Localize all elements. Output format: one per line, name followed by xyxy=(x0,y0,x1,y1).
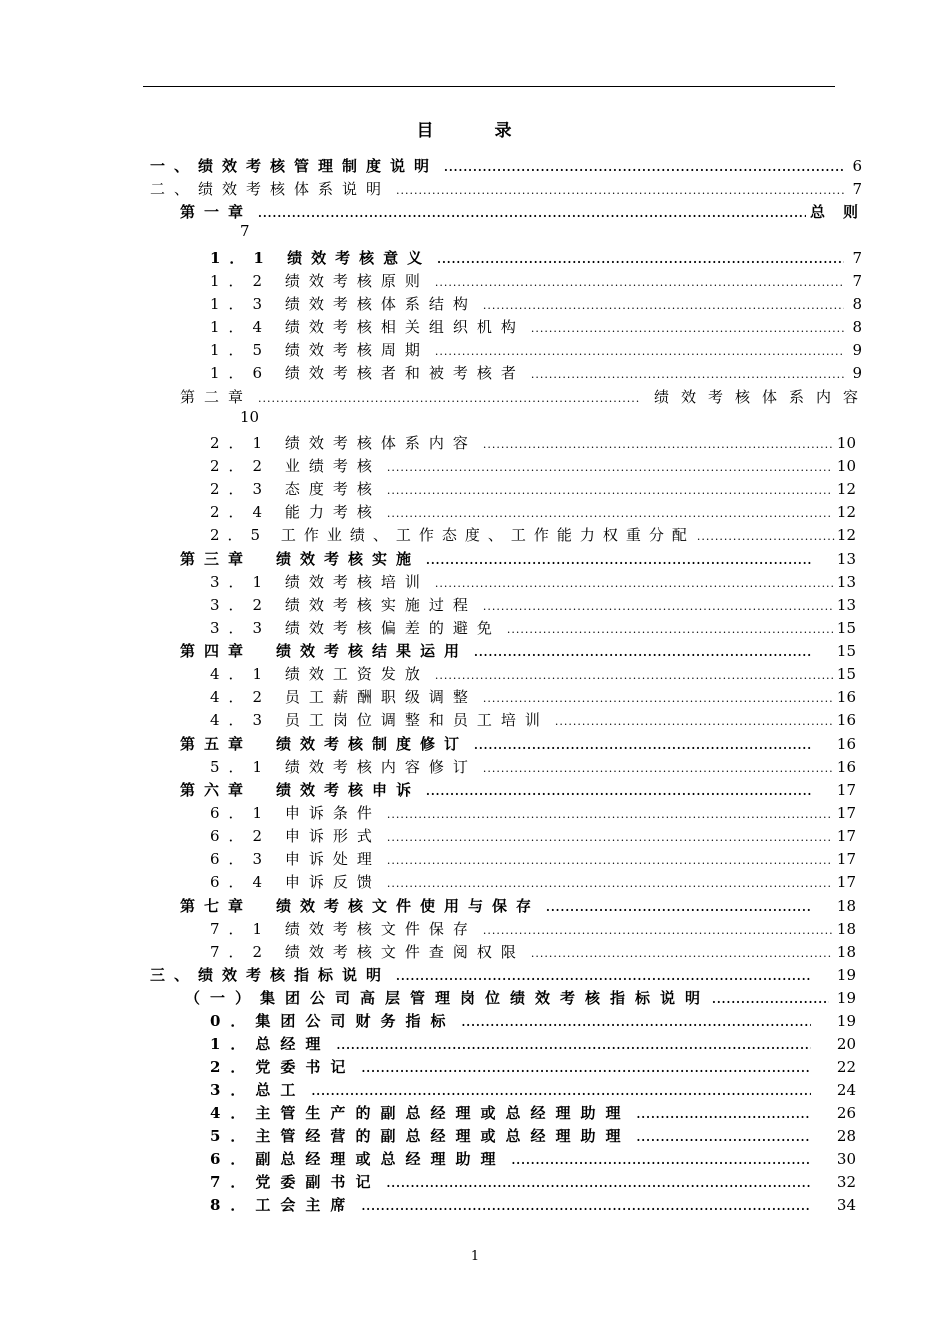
toc-entry-page: 17 xyxy=(836,850,856,868)
toc-entry-label: 3．3 绩效考核偏差的避免 xyxy=(210,619,501,637)
toc-leader xyxy=(636,1108,810,1121)
toc-entry[interactable] xyxy=(210,686,856,706)
toc-leader xyxy=(555,715,833,728)
toc-entry[interactable] xyxy=(210,1010,856,1030)
toc-entry[interactable] xyxy=(180,201,876,221)
toc-entry[interactable] xyxy=(210,339,862,359)
toc-entry[interactable] xyxy=(180,895,856,915)
toc-entry[interactable] xyxy=(210,1079,856,1099)
toc-entry-page: 17 xyxy=(836,804,856,822)
toc-entry[interactable] xyxy=(210,432,856,452)
toc-entry-page: 15 xyxy=(836,642,856,660)
toc-entry[interactable] xyxy=(210,802,856,822)
toc-leader xyxy=(387,831,833,844)
toc-entry-label: 6．3 申诉处理 xyxy=(210,850,381,868)
toc-entry-page: 12 xyxy=(836,503,856,521)
toc-entry-page: 20 xyxy=(836,1035,856,1053)
toc-leader xyxy=(435,345,844,358)
toc-leader xyxy=(361,1062,810,1075)
toc-entry-label: 第六章 绩效考核申诉 xyxy=(180,781,421,799)
toc-leader xyxy=(387,808,833,821)
toc-entry[interactable] xyxy=(210,1171,856,1191)
toc-entry-label: 1．6 绩效考核者和被考核者 xyxy=(210,364,525,382)
toc-entry-label: 第三章 绩效考核实施 xyxy=(180,550,421,568)
toc-entry-page: 19 xyxy=(836,989,856,1007)
toc-leader xyxy=(511,1154,810,1167)
toc-entry-page: 18 xyxy=(836,897,856,915)
toc-entry-page: 18 xyxy=(836,920,856,938)
toc-entry[interactable] xyxy=(150,178,862,198)
toc-entry-page: 8 xyxy=(852,318,862,336)
toc-entry-page: 15 xyxy=(836,619,856,637)
toc-entry-page: 19 xyxy=(836,966,856,984)
toc-entry[interactable] xyxy=(210,941,856,961)
toc-entry-page: 13 xyxy=(836,573,856,591)
toc-entry[interactable] xyxy=(150,155,862,175)
toc-entry[interactable] xyxy=(180,548,856,568)
toc-entry-label: 2．5 工作业绩、工作态度、工作能力权重分配 xyxy=(210,526,695,544)
toc-entry-page: 10 xyxy=(836,434,856,452)
toc-entry-page: 28 xyxy=(836,1127,856,1145)
toc-entry[interactable] xyxy=(210,617,856,637)
toc-leader xyxy=(483,762,833,775)
toc-entry-page: 26 xyxy=(836,1104,856,1122)
toc-entry[interactable] xyxy=(210,871,856,891)
toc-entry-label: 7．2 绩效考核文件查阅权限 xyxy=(210,943,525,961)
toc-entry-page: 12 xyxy=(836,526,856,544)
toc-entry-label: 第五章 绩效考核制度修订 xyxy=(180,735,469,753)
toc-leader xyxy=(435,669,833,682)
toc-entry-title: 绩效考核体系内容 xyxy=(653,388,870,406)
toc-leader xyxy=(474,739,811,752)
toc-leader xyxy=(387,854,833,867)
toc-leader xyxy=(483,600,833,613)
toc-leader xyxy=(507,623,833,636)
toc-entry[interactable] xyxy=(150,964,856,984)
toc-entry-page: 9 xyxy=(852,364,862,382)
toc-entry-page: 7 xyxy=(852,249,862,267)
toc-entry[interactable] xyxy=(210,293,862,313)
toc-leader xyxy=(387,484,833,497)
toc-entry[interactable] xyxy=(210,918,856,938)
toc-entry-page: 12 xyxy=(836,480,856,498)
toc-entry-page: 16 xyxy=(836,758,856,776)
toc-entry-label: 3．2 绩效考核实施过程 xyxy=(210,596,477,614)
toc-leader xyxy=(437,253,844,266)
toc-entry-page: 22 xyxy=(836,1058,856,1076)
toc-leader xyxy=(311,1085,810,1098)
toc-leader xyxy=(426,554,811,567)
toc-entry-page: 17 xyxy=(836,873,856,891)
toc-entry-label: 第二章 xyxy=(180,388,253,406)
toc-entry-page: 13 xyxy=(836,550,856,568)
toc-entry-label: 7．1 绩效考核文件保存 xyxy=(210,920,477,938)
toc-leader xyxy=(636,1131,810,1144)
toc-entry[interactable] xyxy=(210,316,862,336)
toc-entry-label: 7．党委副书记 xyxy=(210,1173,381,1191)
toc-entry-page: 7 xyxy=(240,222,250,240)
toc-entry[interactable] xyxy=(180,733,856,753)
toc-entry-page: 10 xyxy=(240,408,260,426)
toc-entry-title: 总则 xyxy=(809,203,876,221)
toc-entry[interactable] xyxy=(210,247,862,267)
toc-entry-page: 15 xyxy=(836,665,856,683)
toc-entry[interactable] xyxy=(210,1194,856,1214)
toc-entry[interactable] xyxy=(180,640,856,660)
toc-entry-page: 34 xyxy=(836,1196,856,1214)
toc-entry-label: 4．主管生产的副总经理或总经理助理 xyxy=(210,1104,631,1122)
toc-entry[interactable] xyxy=(180,779,856,799)
toc-leader xyxy=(426,785,811,798)
toc-leader xyxy=(531,368,844,381)
toc-entry-label: 第四章 绩效考核结果运用 xyxy=(180,642,469,660)
toc-leader xyxy=(546,901,811,914)
toc-entry-label: 5．1 绩效考核内容修订 xyxy=(210,758,477,776)
toc-entry-label: 3．总工 xyxy=(210,1081,306,1099)
toc-leader xyxy=(531,947,833,960)
toc-leader xyxy=(435,276,844,289)
toc-entry[interactable] xyxy=(210,756,856,776)
toc-entry[interactable] xyxy=(210,455,856,475)
toc-entry-label: 1．3 绩效考核体系结构 xyxy=(210,295,477,313)
page-number: 1 xyxy=(470,1249,480,1264)
toc-entry-label: 1．4 绩效考核相关组织机构 xyxy=(210,318,525,336)
toc-entry-page: 24 xyxy=(836,1081,856,1099)
toc-entry-label: 1．5 绩效考核周期 xyxy=(210,341,429,359)
page-title: 目 录 xyxy=(416,121,534,141)
toc-entry[interactable] xyxy=(210,362,862,382)
toc-leader xyxy=(396,970,811,983)
toc-entry-page: 9 xyxy=(852,341,862,359)
toc-entry-label: 2．1 绩效考核体系内容 xyxy=(210,434,477,452)
toc-entry-label: 4．3 员工岗位调整和员工培训 xyxy=(210,711,549,729)
toc-entry-label: 二、绩效考核体系说明 xyxy=(150,180,391,198)
toc-entry-label: 6．1 申诉条件 xyxy=(210,804,381,822)
toc-entry-label: 2．3 态度考核 xyxy=(210,480,381,498)
toc-entry-label: 6．副总经理或总经理助理 xyxy=(210,1150,506,1168)
toc-entry[interactable] xyxy=(210,848,856,868)
toc-entry[interactable] xyxy=(210,270,862,290)
toc-leader xyxy=(361,1200,810,1213)
toc-entry-label: 一、绩效考核管理制度说明 xyxy=(150,157,439,175)
toc-entry-label: 1．1 绩效考核意义 xyxy=(210,249,432,267)
toc-entry-label: 4．2 员工薪酬职级调整 xyxy=(210,688,477,706)
toc-entry-page: 30 xyxy=(836,1150,856,1168)
toc-entry-page: 7 xyxy=(852,272,862,290)
toc-entry-label: 三、绩效考核指标说明 xyxy=(150,966,391,984)
toc-entry-label: 第一章 xyxy=(180,203,253,221)
toc-entry-page: 7 xyxy=(852,180,862,198)
header-rule xyxy=(143,86,835,87)
toc-entry-label: 第七章 绩效考核文件使用与保存 xyxy=(180,897,541,915)
toc-entry-page: 17 xyxy=(836,827,856,845)
toc-entry[interactable] xyxy=(210,571,856,591)
toc-leader xyxy=(435,577,833,590)
toc-entry[interactable] xyxy=(185,987,856,1007)
toc-entry[interactable] xyxy=(210,1102,856,1122)
toc-leader xyxy=(387,877,833,890)
toc-leader xyxy=(258,392,640,405)
toc-leader xyxy=(444,161,844,174)
toc-entry-label: 3．1 绩效考核培训 xyxy=(210,573,429,591)
toc-leader xyxy=(396,184,844,197)
toc-entry-label: 6．2 申诉形式 xyxy=(210,827,381,845)
toc-entry-page: 16 xyxy=(836,688,856,706)
toc-entry-page: 10 xyxy=(836,457,856,475)
toc-entry[interactable] xyxy=(210,524,856,544)
toc-entry-page: 13 xyxy=(836,596,856,614)
toc-entry[interactable] xyxy=(210,1056,856,1076)
toc-leader xyxy=(387,461,833,474)
toc-leader xyxy=(697,530,835,543)
toc-entry-label: 0．集团公司财务指标 xyxy=(210,1012,456,1030)
toc-leader xyxy=(461,1016,810,1029)
toc-entry[interactable] xyxy=(210,825,856,845)
toc-leader xyxy=(483,924,833,937)
toc-entry-label: 6．4 申诉反馈 xyxy=(210,873,381,891)
toc-entry-label: （一）集团公司高层管理岗位绩效考核指标说明 xyxy=(185,989,711,1007)
toc-entry-label: 2．2 业绩考核 xyxy=(210,457,381,475)
toc-entry-label: 2．4 能力考核 xyxy=(210,503,381,521)
toc-entry-label: 2．党委书记 xyxy=(210,1058,356,1076)
toc-leader xyxy=(336,1039,810,1052)
toc-entry[interactable] xyxy=(180,386,870,406)
toc-entry-page: 32 xyxy=(836,1173,856,1191)
toc-entry-label: 4．1 绩效工资发放 xyxy=(210,665,429,683)
toc-entry[interactable] xyxy=(210,663,856,683)
toc-leader xyxy=(474,646,811,659)
toc-entry-page: 17 xyxy=(836,781,856,799)
toc-entry-page: 19 xyxy=(836,1012,856,1030)
toc-entry[interactable] xyxy=(210,1125,856,1145)
toc-entry-page: 8 xyxy=(852,295,862,313)
toc-entry-page: 18 xyxy=(836,943,856,961)
toc-entry-label: 8．工会主席 xyxy=(210,1196,356,1214)
toc-leader xyxy=(483,438,833,451)
toc-entry-label: 1．总经理 xyxy=(210,1035,331,1053)
toc-entry[interactable] xyxy=(210,709,856,729)
toc-entry-label: 5．主管经营的副总经理或总经理助理 xyxy=(210,1127,631,1145)
toc-entry[interactable] xyxy=(210,478,856,498)
toc-entry-label: 1．2 绩效考核原则 xyxy=(210,272,429,290)
toc-leader xyxy=(386,1177,810,1190)
toc-leader xyxy=(387,507,833,520)
toc-entry-page: 16 xyxy=(836,735,856,753)
toc-leader xyxy=(712,993,829,1006)
toc-entry[interactable] xyxy=(210,594,856,614)
toc-entry-page: 16 xyxy=(836,711,856,729)
toc-entry[interactable] xyxy=(210,1148,856,1168)
toc-leader xyxy=(531,322,844,335)
toc-leader xyxy=(258,207,806,220)
toc-leader xyxy=(483,299,844,312)
toc-leader xyxy=(483,692,833,705)
toc-entry[interactable] xyxy=(210,501,856,521)
toc-entry-page: 6 xyxy=(852,157,862,175)
toc-entry[interactable] xyxy=(210,1033,856,1053)
